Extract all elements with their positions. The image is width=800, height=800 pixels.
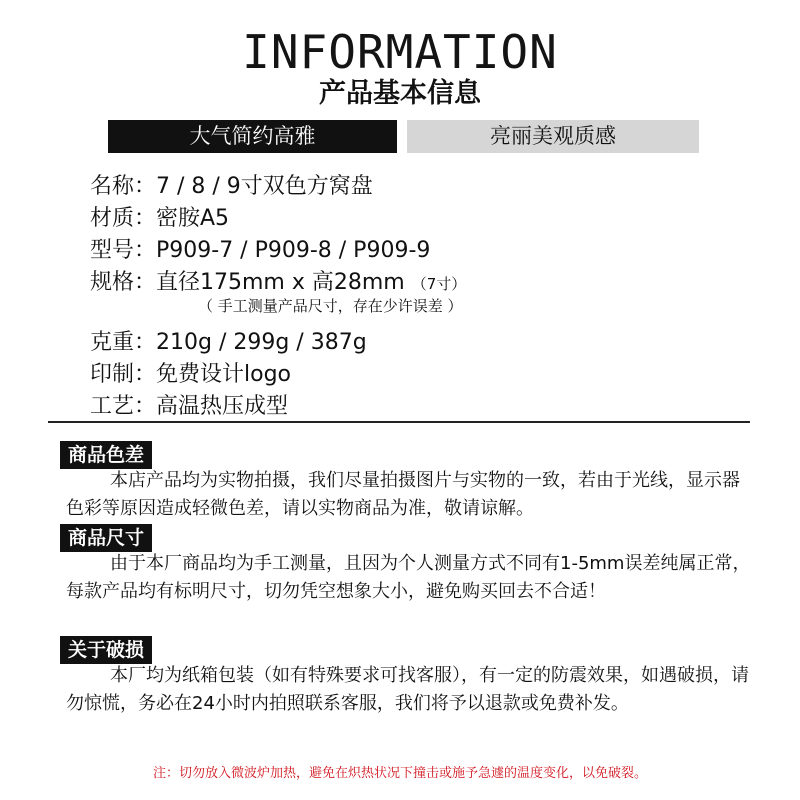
spec-material: 材质：密胺A5: [90, 206, 230, 231]
spec-size-note: （ 手工测量产品尺寸，存在少许误差 ）: [198, 297, 463, 315]
information-title: INFORMATION: [242, 25, 558, 79]
feature-tag-elegant: 大气简约高雅: [108, 120, 397, 153]
section-badge-damage: 关于破损: [60, 636, 152, 664]
feature-tag-quality: 亮丽美观质感: [407, 120, 699, 153]
spec-weight: 克重：210g / 299g / 387g: [90, 330, 367, 355]
section-text-damage: 本厂均为纸箱包装（如有特殊要求可找客服），有一定的防震效果，如遇破损，请勿惊慌，务必在24小时内拍照联系客服，我们将予以退款或免费补发。: [66, 665, 749, 714]
section-text-size: 由于本厂商品均为手工测量，且因为个人测量方式不同有1-5mm误差纯属正常，每款产品均有标明尺寸，切勿凭空想象大小，避免购买回去不合适！: [66, 553, 751, 602]
spec-name: 名称：7 / 8 / 9寸双色方窝盘: [90, 174, 373, 199]
section-badge-color-difference: 商品色差: [60, 441, 152, 469]
section-text-color-difference: 本店产品均为实物拍摄，我们尽量拍摄图片与实物的一致，若由于光线，显示器色彩等原因造成轻微色差，请以实物商品为准，敬请谅解。: [66, 470, 740, 519]
spec-size-inch: （7寸）: [411, 275, 467, 293]
section-badge-size: 商品尺寸: [60, 524, 152, 552]
microwave-warning: 注：切勿放入微波炉加热，避免在炽热状况下撞击或施予急遽的温度变化，以免破裂。: [152, 766, 647, 781]
page-subtitle: 产品基本信息: [319, 78, 481, 109]
spec-model: 型号：P909-7 / P909-8 / P909-9: [90, 238, 431, 263]
spec-craft: 工艺：高温热压成型: [90, 394, 289, 419]
spec-print: 印制：免费设计logo: [90, 362, 291, 387]
spec-size-main: 规格：直径175mm x 高28mm: [90, 270, 405, 295]
section-divider: [48, 421, 750, 423]
